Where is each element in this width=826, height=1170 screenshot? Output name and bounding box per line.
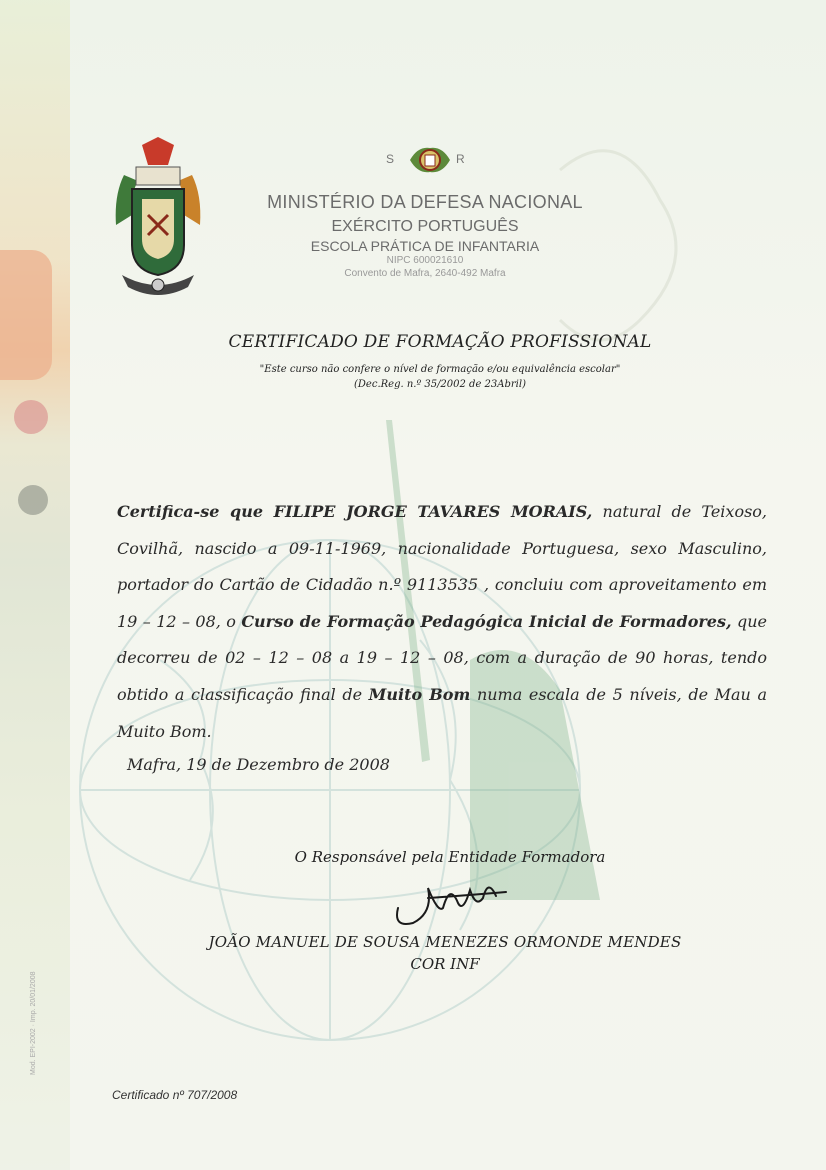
responsible-caption: O Responsável pela Entidade Formadora bbox=[294, 848, 606, 866]
decorative-dot bbox=[18, 485, 48, 515]
certifies-holder: Certifica-se que FILIPE JORGE TAVARES MORAIS, bbox=[117, 502, 593, 521]
republic-emblem bbox=[380, 142, 480, 178]
certificate-number: Certificado nº 707/2008 bbox=[112, 1088, 238, 1102]
emblem-letter-r: R bbox=[456, 152, 465, 166]
side-print-code: Mod. EPI-2002 · Imp. 20/01/2008 bbox=[30, 971, 37, 1075]
body-text-1: natural de Teixoso, Covilhã, nascido a 09-11-1969, nacionalidade Portuguesa, sexo Masculino, portador do Cartão de Cidadão n.º 9113535 , concluiu com aproveitamento em 19 – 12 – 08, o bbox=[117, 502, 768, 631]
signatory-rank: COR INF bbox=[410, 955, 480, 973]
final-grade: Muito Bom bbox=[368, 684, 471, 704]
army-name: EXÉRCITO PORTUGUÊS bbox=[331, 218, 519, 235]
course-name: Curso de Formação Pedagógica Inicial de Formadores, bbox=[241, 611, 732, 631]
decorative-dot bbox=[14, 400, 48, 434]
school-address: Convento de Mafra, 2640-492 Mafra bbox=[344, 268, 506, 279]
handwritten-signature bbox=[388, 868, 518, 938]
certificate-title: CERTIFICADO DE FORMAÇÃO PROFISSIONAL bbox=[228, 332, 652, 352]
school-name: ESCOLA PRÁTICA DE INFANTARIA bbox=[310, 238, 540, 254]
body-text-3: numa escala de 5 níveis, de Mau a Muito Bom. bbox=[117, 684, 767, 741]
emblem-letter-s: S bbox=[386, 152, 395, 166]
ministry-name: MINISTÉRIO DA DEFESA NACIONAL bbox=[267, 192, 583, 212]
certificate-body bbox=[117, 494, 767, 750]
body-text-2: que decorreu de 02 – 12 – 08 a 19 – 12 – 08, com a duração de 90 horas, tendo obtido a classificação final de bbox=[117, 611, 767, 704]
place-and-date: Mafra, 19 de Dezembro de 2008 bbox=[127, 755, 390, 774]
certificate-note: "Este curso não confere o nível de formação e/ou equivalência escolar" bbox=[259, 364, 621, 375]
school-coat-of-arms bbox=[102, 135, 214, 305]
decree-reference: (Dec.Reg. n.º 35/2002 de 23Abril) bbox=[354, 379, 526, 390]
decorative-flag-stripe bbox=[0, 250, 52, 380]
nipc-number: NIPC 600021610 bbox=[386, 255, 464, 266]
portuguese-arms-icon bbox=[408, 142, 452, 178]
signatory-name: JOÃO MANUEL DE SOUSA MENEZES ORMONDE MENDES bbox=[208, 933, 682, 951]
